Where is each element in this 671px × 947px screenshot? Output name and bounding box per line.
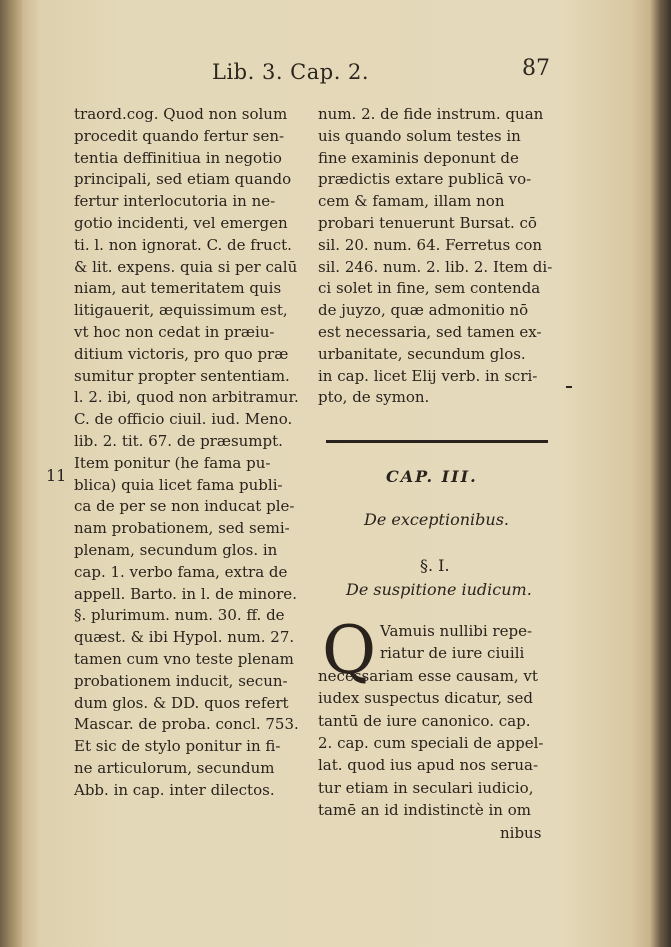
text-line: probationem inducit, secun-	[74, 671, 288, 690]
text-line: 2. cap. cum speciali de appel-	[318, 734, 544, 753]
text-line: fine examinis deponunt de	[318, 148, 519, 167]
text-line: §. plurimum. num. 30. ff. de	[74, 606, 285, 625]
text-line: ditium victoris, pro quo præ	[74, 344, 289, 363]
text-line: Item ponitur (he fama pu-	[74, 453, 271, 472]
text-line: riatur de iure ciuili	[380, 644, 525, 663]
text-line: tantū de iure canonico. cap.	[318, 711, 531, 730]
text-line: de juyzo, quæ admonitio nō	[318, 301, 529, 320]
text-line: ci solet in fine, sem contenda	[318, 279, 541, 298]
text-line: uis quando solum testes in	[318, 126, 521, 145]
text-line: est necessaria, sed tamen ex-	[318, 322, 542, 341]
text-line: vt hoc non cedat in præiu-	[74, 322, 275, 341]
catchword: nibus	[500, 823, 542, 842]
text-line: niam, aut temeritatem quis	[74, 279, 282, 298]
page-number: 87	[522, 56, 550, 81]
text-line: ne articulorum, secundum	[74, 758, 275, 777]
text-line: Mascar. de proba. concl. 753.	[74, 715, 299, 734]
text-line: blica) quia licet fama publi-	[74, 475, 283, 494]
text-line: lib. 2. tit. 67. de præsumpt.	[74, 431, 283, 450]
left-column	[74, 104, 306, 802]
text-line: appell. Barto. in l. de minore.	[74, 584, 297, 603]
text-line: ca de per se non inducat ple-	[74, 497, 295, 516]
text-line: litigauerit, æquissimum est,	[74, 301, 288, 320]
text-line: traord.cog. Quod non solum	[74, 105, 288, 123]
text-line: tur etiam in seculari iudicio,	[318, 778, 534, 797]
text-line: Abb. in cap. inter dilectos.	[74, 780, 275, 799]
text-line: principali, sed etiam quando	[74, 170, 292, 189]
text-line: prædictis extare publicā vo-	[318, 170, 532, 189]
text-line: C. de officio ciuil. iud. Meno.	[74, 410, 293, 429]
right-column-top	[318, 104, 558, 409]
text-line: sil. 20. num. 64. Ferretus con	[318, 235, 543, 254]
margin-mark	[566, 386, 572, 388]
chapter-label: CAP. III.	[386, 467, 478, 486]
text-line: cap. 1. verbo fama, extra de	[74, 562, 288, 581]
text-line: & lit. expens. quia si per calū	[74, 257, 298, 276]
drop-cap: Q	[322, 612, 377, 689]
text-line: ti. l. non ignorat. C. de fruct.	[74, 235, 292, 254]
text-line: dum glos. & DD. quos refert	[74, 693, 289, 712]
text-line: probari tenuerunt Bursat. cō	[318, 213, 537, 232]
margin-number: 11	[46, 466, 67, 485]
section-number: §. I.	[420, 556, 450, 575]
text-line: in cap. licet Elij verb. in scri-	[318, 366, 538, 385]
text-line: necessariam esse causam, vt	[318, 666, 538, 685]
text-line: Et sic de stylo ponitur in fi-	[74, 737, 281, 756]
chapter-rule	[326, 440, 548, 443]
text-line: sil. 246. num. 2. lib. 2. Item di-	[318, 257, 553, 276]
text-line: tentia deffinitiua in negotio	[74, 148, 282, 167]
text-line: quæst. & ibi Hypol. num. 27.	[74, 628, 295, 647]
text-line: iudex suspectus dicatur, sed	[318, 689, 533, 708]
text-line: procedit quando fertur sen-	[74, 126, 285, 145]
right-column-body	[318, 612, 558, 844]
text-line: nam probationem, sed semi-	[74, 519, 290, 538]
text-line: gotio incidenti, vel emergen	[74, 213, 288, 232]
text-line: urbanitate, secundum glos.	[318, 344, 526, 363]
text-line: l. 2. ibi, quod non arbitramur.	[74, 388, 299, 407]
text-line: num. 2. de fide instrum. quan	[318, 105, 544, 123]
text-line: pto, de symon.	[318, 388, 430, 407]
text-line: cem & famam, illam non	[318, 192, 505, 211]
text-line: lat. quod ius apud nos serua-	[318, 756, 539, 775]
text-line: Vamuis nullibi repe-	[380, 622, 533, 640]
text-line: sumitur propter sententiam.	[74, 366, 290, 385]
chapter-title: De exceptionibus.	[364, 510, 509, 529]
running-head: Lib. 3. Cap. 2.	[212, 60, 370, 84]
text-line: fertur interlocutoria in ne-	[74, 192, 276, 211]
text-line: tamē an id indistinctè in om	[318, 801, 531, 820]
page-gutter	[0, 0, 22, 947]
section-title: De suspitione iudicum.	[346, 580, 532, 599]
text-line: plenam, secundum glos. in	[74, 540, 278, 559]
text-line: tamen cum vno teste plenam	[74, 649, 294, 668]
